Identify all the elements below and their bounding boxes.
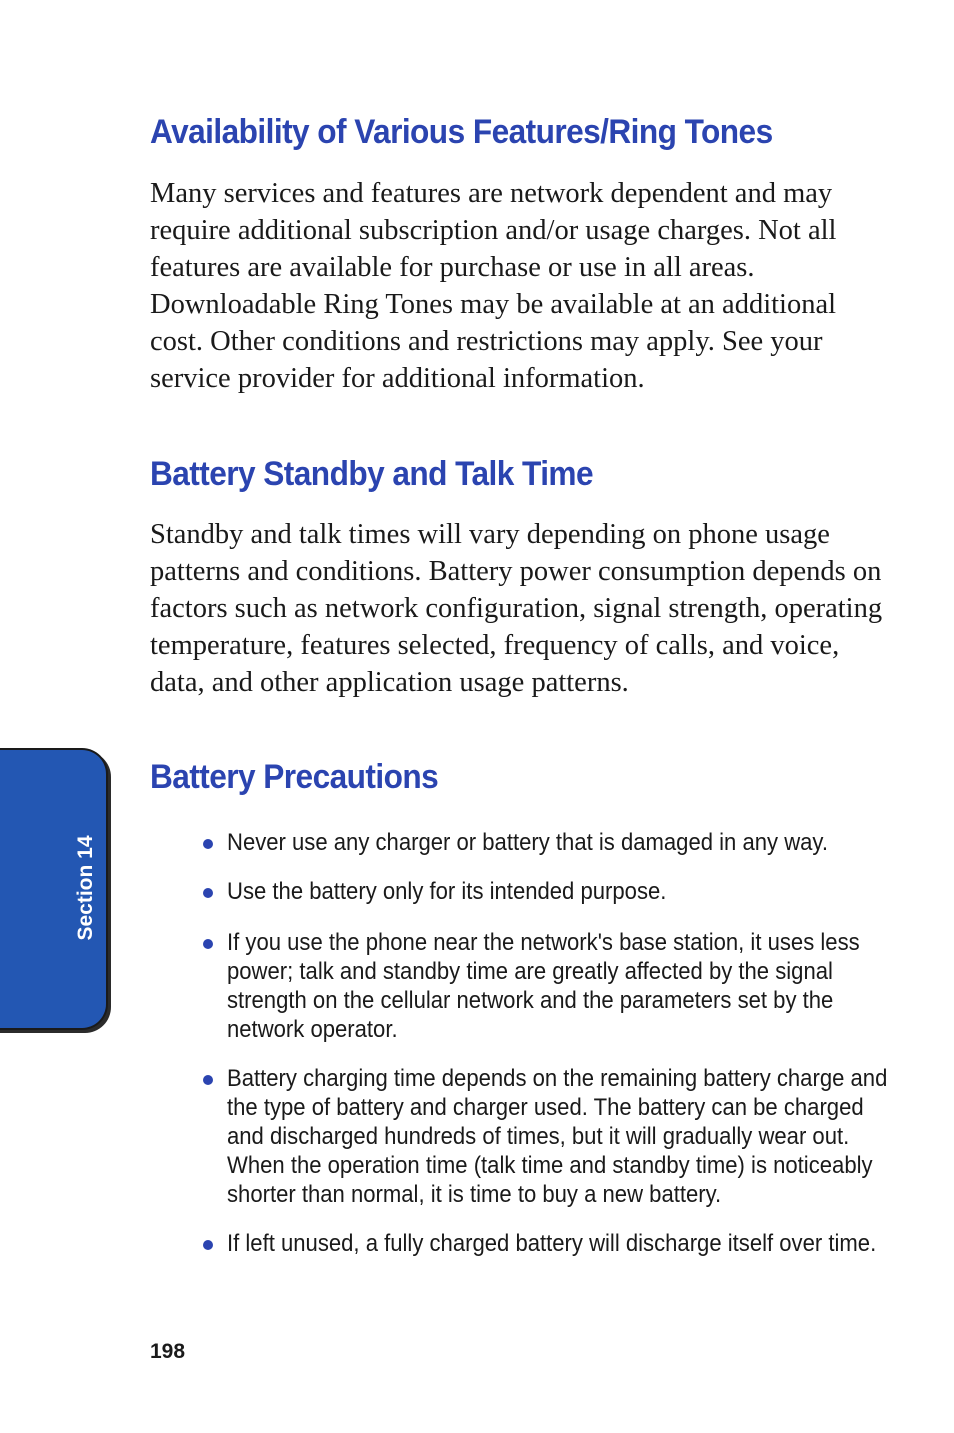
- precautions-list: [200, 828, 900, 1258]
- page-number: 198: [150, 1340, 186, 1363]
- list-item: [200, 1229, 900, 1258]
- list-item: [200, 928, 900, 1044]
- bullet-dot-icon: [203, 888, 213, 898]
- heading-battery-standby: Battery Standby and Talk Time: [150, 455, 594, 493]
- paragraph-battery-standby: Standby and talk times will vary depending on phone usage patterns and conditions. Battery power consumption depends on factors such as network configuration, signal strength, operating temperature, features selected, frequency of calls, and voice, data, and other application usage patterns.: [150, 519, 883, 698]
- heading-availability: Availability of Various Features/Ring Tones: [150, 113, 773, 151]
- bullet-dot-icon: [203, 939, 213, 949]
- list-item: [200, 877, 900, 906]
- section-tab-label: Section 14: [74, 835, 97, 941]
- bullet-dot-icon: [203, 1075, 213, 1085]
- bullet-dot-icon: [203, 1240, 213, 1250]
- list-item-text: If you use the phone near the network's base station, it uses less power; talk and standby time are greatly affected by the signal strength on the cellular network and the parameters set by the network operator.: [227, 929, 860, 1043]
- list-item-text: If left unused, a fully charged battery will discharge itself over time.: [227, 1230, 877, 1257]
- bullet-dot-icon: [203, 839, 213, 849]
- list-item: [200, 1064, 900, 1209]
- list-item-text: Battery charging time depends on the remaining battery charge and the type of battery and charger used. The battery can be charged and discharged hundreds of times, but it will gradually wear out. When the operation time (talk time and standby time) is noticeably shorter than normal, it is time to buy a new battery.: [227, 1065, 888, 1208]
- paragraph-availability: Many services and features are network dependent and may require additional subscription and/or usage charges. Not all features are available for purchase or use in all areas. Downloadable Ring Tones may be available at an additional cost. Other conditions and restrictions may apply. See your service provider for additional information.: [150, 178, 837, 394]
- list-item-text: Never use any charger or battery that is damaged in any way.: [227, 829, 828, 856]
- list-item: [200, 828, 900, 857]
- heading-battery-precautions: Battery Precautions: [150, 758, 439, 796]
- list-item-text: Use the battery only for its intended purpose.: [227, 878, 667, 905]
